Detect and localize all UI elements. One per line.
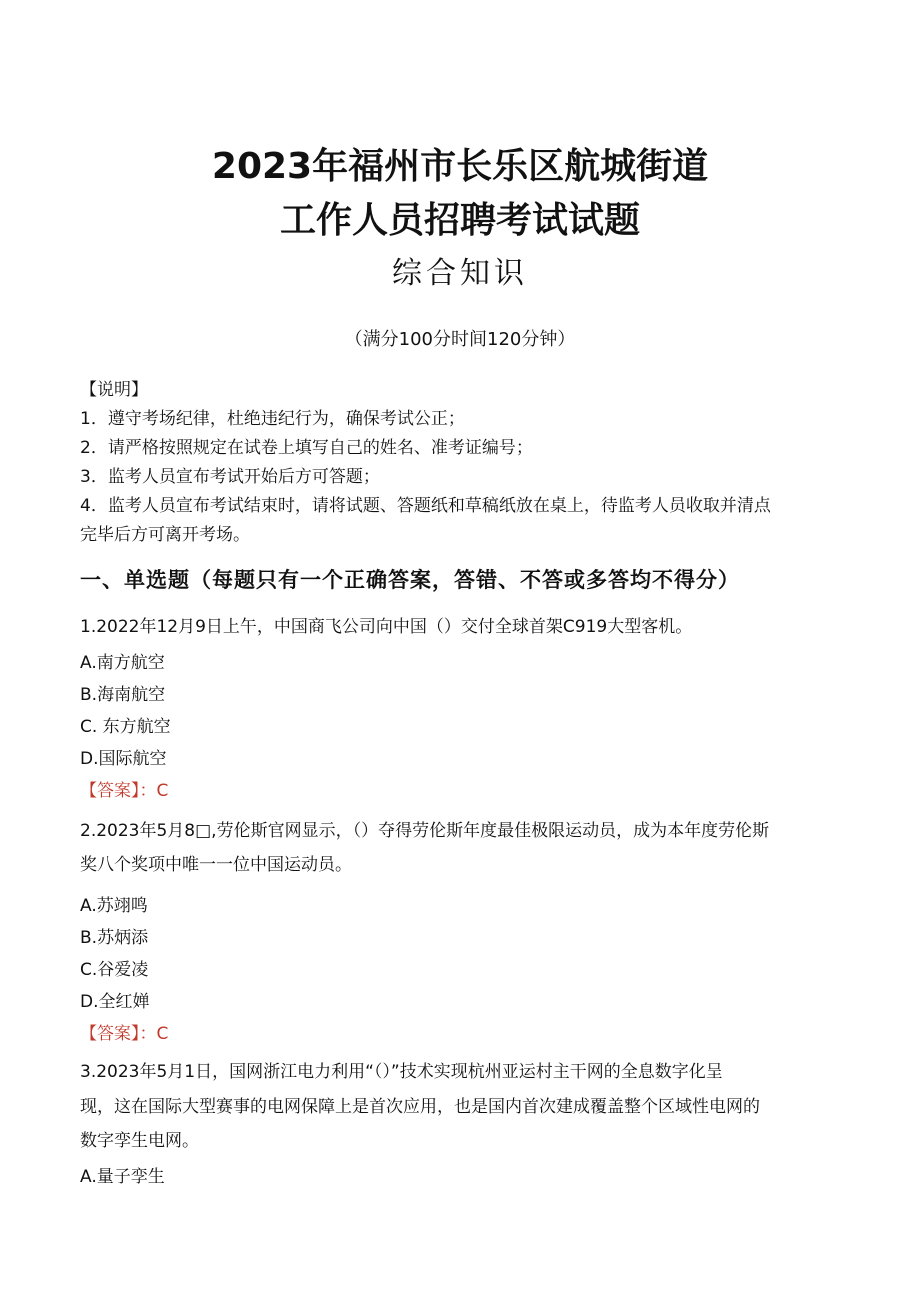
- question-option: C. 东方航空: [80, 717, 171, 737]
- question-option: B.苏炳添: [80, 928, 149, 948]
- title-line-1: 2023年福州市长乐区航城街道: [211, 146, 709, 187]
- instruction-item: 4．监考人员宣布考试结束时，请将试题、答题纸和草稿纸放在桌上，待监考人员收取并清点: [80, 496, 771, 516]
- score-note: （满分100分时间120分钟）: [344, 329, 576, 350]
- instruction-item: 3．监考人员宣布考试开始后方可答题；: [80, 467, 380, 487]
- section-title: 一、单选题（每题只有一个正确答案，答错、不答或多答均不得分）: [80, 568, 740, 592]
- answer-line: [80, 778, 168, 804]
- question-option: B.海南航空: [80, 685, 166, 705]
- answer-value: C: [156, 781, 169, 801]
- title-line-2: 工作人员招聘考试试题: [279, 200, 640, 241]
- question-stem: 数字孪生电网。: [80, 1131, 199, 1151]
- answer-label: 【答案】：: [80, 781, 157, 801]
- question-option: A.苏翊鸣: [80, 896, 148, 916]
- answer-label: 【答案】：: [80, 1024, 157, 1044]
- instruction-item: 完毕后方可离开考场。: [80, 525, 250, 545]
- question-option: A.量子孪生: [80, 1167, 165, 1187]
- question-option: A.南方航空: [80, 653, 165, 673]
- instruction-item: 2．请严格按照规定在试卷上填写自己的姓名、准考证编号；: [80, 438, 533, 458]
- question-stem: 2.2023年5月8□,劳伦斯官网显示，（）夺得劳伦斯年度最佳极限运动员，成为本年度劳伦斯: [80, 821, 770, 841]
- question-stem: 1.2022年12月9日上午，中国商飞公司向中国（）交付全球首架C919大型客机。: [80, 617, 693, 637]
- question-option: D.全红婵: [80, 992, 150, 1012]
- instruction-item: 1．遵守考场纪律，杜绝违纪行为，确保考试公正；: [80, 409, 465, 429]
- subject-title: 综合知识: [392, 256, 528, 291]
- instructions-heading: 【说明】: [80, 380, 148, 400]
- answer-value: C: [156, 1024, 169, 1044]
- question-stem: 现，这在国际大型赛事的电网保障上是首次应用，也是国内首次建成覆盖整个区域性电网的: [80, 1097, 760, 1117]
- question-stem: 奖八个奖项中唯一一位中国运动员。: [80, 855, 352, 875]
- question-option: C.谷爱凌: [80, 960, 149, 980]
- question-stem: 3.2023年5月1日，国网浙江电力利用“（）”技术实现杭州亚运村主干网的全息数字化呈: [80, 1062, 723, 1082]
- question-option: D.国际航空: [80, 749, 167, 769]
- answer-line: [80, 1021, 168, 1047]
